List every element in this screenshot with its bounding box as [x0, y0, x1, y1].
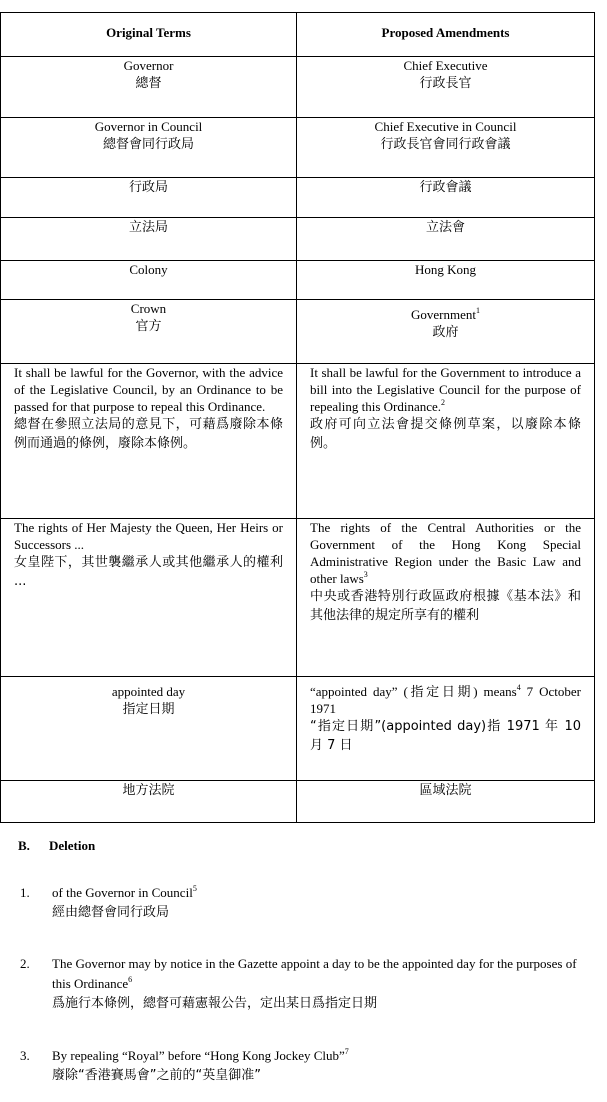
original-term-zh: 立法局 [128, 220, 168, 235]
table-row [1, 57, 595, 118]
section-heading [18, 838, 95, 854]
item-number: 1. [20, 885, 30, 900]
proposed-term-cell [297, 300, 595, 364]
proposed-term-cell [297, 261, 595, 300]
table-row [1, 364, 595, 519]
proposed-term-zh: “指定日期”(appointed day)指 1971 年 10 月 7 日 [310, 719, 581, 753]
section-title: Deletion [49, 838, 96, 853]
proposed-term-zh: 立法會 [425, 220, 465, 235]
proposed-term-zh: 行政會議 [419, 180, 472, 195]
proposed-term-en [310, 364, 581, 415]
proposed-term-cell [297, 57, 595, 118]
proposed-term-en [310, 683, 581, 717]
item-number: 3. [20, 1048, 30, 1063]
original-term-en: appointed day [111, 684, 186, 699]
table-header-row [1, 13, 595, 57]
proposed-term-cell [297, 118, 595, 178]
footnote-ref: 6 [128, 975, 133, 984]
proposed-term-en: Chief Executive in Council [374, 119, 517, 134]
original-term-en: Crown [130, 301, 167, 316]
section-label: B. [18, 838, 30, 853]
proposed-term-en-text: It shall be lawful for the Government to introduce a bill into the Legislative Council for the purpose of repealing this Ordinance. [310, 365, 581, 414]
original-term-cell [1, 118, 297, 178]
original-term-zh: 行政局 [128, 180, 168, 195]
proposed-term-cell [297, 781, 595, 823]
original-term-zh: 總督 [135, 76, 162, 91]
footnote-ref: 5 [192, 884, 197, 893]
table-row [1, 218, 595, 261]
proposed-term-en: Hong Kong [414, 262, 477, 277]
proposed-term-zh: 中央或香港特別行政區政府根據《基本法》和其他法律的規定所享有的權利 [310, 589, 581, 623]
proposed-term-en [310, 519, 581, 587]
original-term-cell [1, 300, 297, 364]
original-term-en: The rights of Her Majesty the Queen, Her Heirs or Successors ... [14, 520, 283, 552]
proposed-term-zh: 行政長官 [419, 76, 472, 91]
proposed-term-en: Chief Executive [403, 58, 488, 73]
footnote-ref: 4 [516, 683, 521, 692]
footnote-ref: 1 [475, 306, 480, 315]
proposed-term-cell [297, 178, 595, 218]
proposed-term-en [310, 306, 581, 323]
original-term-zh: 地方法院 [122, 783, 175, 798]
item-text-zh: 廢除“香港賽馬會”之前的“英皇御准” [52, 1068, 261, 1083]
item-body [52, 954, 592, 1013]
table-row [1, 781, 595, 823]
proposed-term-zh: 行政長官會同行政會議 [380, 137, 511, 152]
proposed-term-cell [297, 519, 595, 677]
header-original-terms: Original Terms [1, 13, 297, 57]
item-body [52, 883, 592, 922]
proposed-term-cell [297, 364, 595, 519]
amendments-table [0, 12, 595, 823]
table-row [1, 519, 595, 677]
original-term-cell [1, 218, 297, 261]
original-term-cell [1, 57, 297, 118]
original-term-en: Colony [129, 262, 168, 277]
original-term-en: It shall be lawful for the Governor, with the advice of the Legislative Council, by an Ordinance to be passed for that purpose to repeal this Ordinance. [14, 365, 283, 414]
original-term-zh: 女皇陛下，其世襲繼承人或其他繼承人的權利 ... [14, 555, 283, 589]
original-term-cell [1, 364, 297, 519]
original-term-en: Governor [123, 58, 174, 73]
original-term-cell [1, 178, 297, 218]
proposed-term-en-text-b: 7 October 1971 [310, 684, 581, 716]
original-term-cell [1, 781, 297, 823]
list-item [20, 954, 590, 1024]
item-body [52, 1046, 592, 1085]
original-term-cell [1, 677, 297, 781]
item-text-zh: 爲施行本條例，總督可藉憲報公告，定出某日爲指定日期 [52, 996, 378, 1011]
table-row [1, 677, 595, 781]
footnote-ref: 7 [344, 1047, 349, 1056]
header-proposed-amendments: Proposed Amendments [297, 13, 595, 57]
proposed-term-zh: 政府 [432, 325, 459, 340]
list-item [20, 1046, 590, 1092]
original-term-zh: 官方 [135, 319, 162, 334]
table-row [1, 261, 595, 300]
proposed-term-cell [297, 677, 595, 781]
proposed-term-zh: 政府可向立法會提交條例草案，以廢除本條例。 [310, 417, 581, 451]
footnote-ref: 2 [441, 398, 446, 407]
proposed-term-en-text: The rights of the Central Authorities or the Government of the Hong Kong Special Administrative Region under the Basic Law and other laws [310, 520, 581, 586]
item-text-en: The Governor may by notice in the Gazette appoint a day to be the appointed day for the purposes of this Ordinance [52, 956, 577, 991]
proposed-term-en-text: Government [411, 307, 476, 322]
footnote-ref: 3 [363, 570, 368, 579]
item-text-zh: 經由總督會同行政局 [52, 905, 170, 920]
proposed-term-zh: 區域法院 [419, 783, 472, 798]
original-term-cell [1, 261, 297, 300]
item-number: 2. [20, 956, 30, 971]
proposed-term-en-text-a: “appointed day” (指定日期) means [310, 684, 517, 699]
original-term-cell [1, 519, 297, 677]
list-item [20, 883, 590, 929]
original-term-zh: 總督在參照立法局的意見下，可藉爲廢除本條例而通過的條例，廢除本條例。 [14, 417, 283, 451]
item-text-en: By repealing “Royal” before “Hong Kong Jockey Club” [52, 1048, 345, 1063]
original-term-zh: 指定日期 [122, 702, 175, 717]
original-term-zh: 總督會同行政局 [102, 137, 194, 152]
item-text-en: of the Governor in Council [52, 885, 193, 900]
proposed-term-cell [297, 218, 595, 261]
table-row [1, 300, 595, 364]
table-row [1, 118, 595, 178]
table-row [1, 178, 595, 218]
original-term-en: Governor in Council [94, 119, 203, 134]
